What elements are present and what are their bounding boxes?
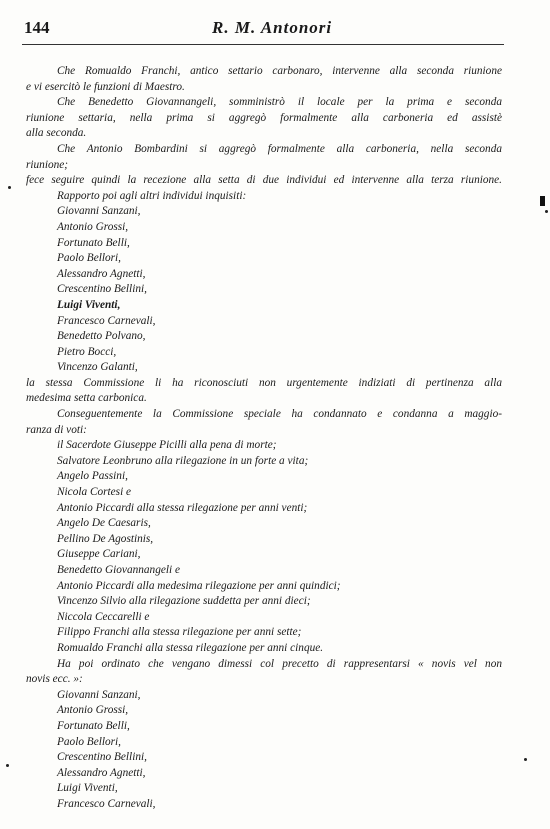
text-line: Benedetto Polvano,: [57, 330, 146, 343]
text-line: Filippo Franchi alla stessa rilegazione per anni sette;: [57, 626, 302, 639]
text-line: Niccola Ceccarelli e: [57, 610, 150, 623]
page-header: [24, 18, 502, 42]
text-line: Antonio Piccardi alla medesima rilegazione per anni quindici;: [57, 579, 341, 592]
text-line: Angelo Passini,: [57, 470, 128, 483]
text-line: Antonio Grossi,: [57, 704, 129, 717]
text-line: Che Benedetto Giovannangeli, somministrò il locale per la prima e seconda: [57, 96, 502, 109]
scan-speck: [8, 186, 11, 189]
text-line: Alessandro Agnetti,: [57, 267, 146, 280]
text-line: Luigi Viventi,: [57, 298, 121, 311]
text-line: Salvatore Leonbruno alla rilegazione in un forte a vita;: [57, 454, 309, 467]
text-line: Francesco Carnevali,: [57, 314, 156, 327]
page-number: 144: [24, 18, 50, 37]
body-text: [26, 64, 502, 813]
text-line: alla seconda.: [26, 127, 87, 140]
text-line: Crescentino Bellini,: [57, 283, 147, 296]
text-line: Conseguentemente la Commissione speciale ha condannato e condanna a maggio-: [57, 408, 502, 421]
text-line: Antonio Piccardi alla stessa rilegazione per anni venti;: [57, 501, 308, 514]
text-line: Rapporto poi agli altri individui inquisiti:: [57, 189, 247, 202]
text-line: Pietro Bocci,: [57, 345, 117, 358]
text-line: fece seguire quindi la recezione alla setta di due individui ed intervenne alla terza riunione.: [26, 174, 502, 187]
text-line: Paolo Bellori,: [57, 252, 122, 265]
text-line: Fortunato Belli,: [57, 719, 130, 732]
text-line: novis ecc. »:: [26, 673, 83, 686]
text-line: Antonio Grossi,: [57, 220, 129, 233]
text-line: riunione settaria, nella prima si aggregò formalmente alla carboneria ed assistè: [26, 111, 502, 124]
text-line: Crescentino Bellini,: [57, 751, 147, 764]
text-line: Vincenzo Galanti,: [57, 361, 138, 374]
text-line: Benedetto Giovannangeli e: [57, 564, 180, 576]
text-line: Paolo Bellori,: [57, 735, 122, 748]
text-line: Vincenzo Silvio alla rilegazione suddetta per anni dieci;: [57, 595, 311, 608]
text-line: Angelo De Caesaris,: [57, 517, 151, 530]
text-line: Francesco Carnevali,: [57, 797, 156, 810]
scan-mark: [540, 196, 545, 206]
text-line: Giovanni Sanzani,: [57, 688, 141, 701]
scan-speck: [545, 210, 548, 213]
text-line: Fortunato Belli,: [57, 236, 130, 249]
text-line: e vi esercitò le funzioni di Maestro.: [26, 80, 185, 93]
text-line: Romualdo Franchi alla stessa rilegazione per anni cinque.: [57, 641, 324, 654]
text-line: la stessa Commissione li ha riconosciuti non urgentemente indiziati di pertinenza alla: [26, 376, 502, 389]
text-line: Giuseppe Cariani,: [57, 548, 141, 561]
text-line: Che Romualdo Franchi, antico settario carbonaro, intervenne alla seconda riunione: [57, 65, 502, 77]
text-line: medesima setta carbonica.: [26, 392, 147, 405]
text-line: Nicola Cortesi e: [57, 486, 132, 499]
scan-speck: [6, 764, 9, 767]
text-line: Giovanni Sanzani,: [57, 205, 141, 218]
header-rule: [22, 44, 504, 45]
text-line: ranza di voti:: [26, 423, 87, 436]
text-line: il Sacerdote Giuseppe Picilli alla pena di morte;: [57, 439, 277, 452]
text-line: Che Antonio Bombardini si aggregò formalmente alla carboneria, nella seconda: [57, 142, 502, 155]
scan-speck: [524, 758, 527, 761]
running-title: R. M. Antonori: [212, 18, 333, 37]
text-line: riunione;: [26, 158, 69, 171]
text-line: Luigi Viventi,: [57, 782, 118, 795]
text-line: Ha poi ordinato che vengano dimessi col precetto di rappresentarsi « novis vel non: [57, 657, 502, 670]
text-line: Alessandro Agnetti,: [57, 766, 146, 779]
text-line: Pellino De Agostinis,: [57, 532, 154, 545]
